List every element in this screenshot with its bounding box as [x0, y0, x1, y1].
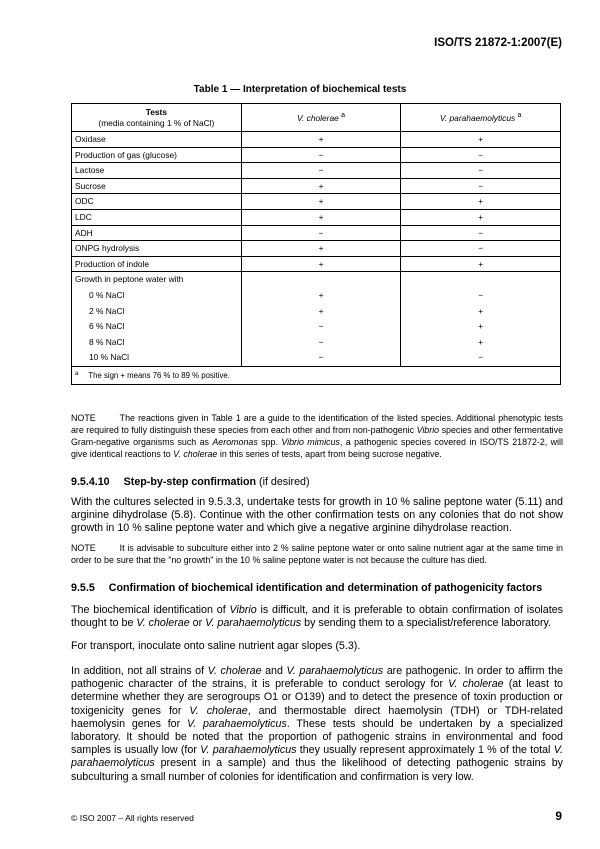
cell-para: − — [401, 147, 561, 163]
row-test: LDC — [72, 209, 242, 225]
header-tests-label: Tests — [145, 107, 168, 117]
cell-cholerae: + — [318, 289, 324, 300]
table-row — [72, 178, 561, 194]
table-row — [72, 194, 561, 210]
table-footnote-row — [72, 366, 561, 384]
row-test: Oxidase — [72, 132, 242, 148]
growth-cholerae — [241, 272, 401, 367]
cell-para: + — [401, 132, 561, 148]
cell-cholerae: − — [318, 321, 324, 332]
cell-para: + — [478, 305, 484, 316]
growth-nacl-10: 10 % NaCl — [89, 352, 130, 363]
cell-cholerae: + — [241, 209, 401, 225]
cell-cholerae: − — [241, 163, 401, 179]
cell-cholerae: + — [318, 305, 324, 316]
cell-para: + — [401, 209, 561, 225]
cell-cholerae: + — [241, 241, 401, 257]
footer-copyright: © ISO 2007 – All rights reserved — [71, 813, 194, 823]
paragraph-pathogenicity: In addition, not all strains of V. cholerae and V. parahaemolyticus are pathogenic. In order to affirm the pathogenic character of the strains, it is preferable to conduct serology for V. cholerae (at least to determine whether they are serogroups O1 or O139) and to detect the presence of toxin production or toxigenicity genes for V. cholerae, and thermostable direct haemolysin (TDH) or TDH-related haemolysin genes for V. parahaemolyticus. These tests should be undertaken by a specialized laboratory. It should be noted that the proportion of pathogenic strains in environmental and food samples is usually low (for V. parahaemolyticus they usually represent approximately 1 % of the total V. parahaemolyticus present in a sample) and thus the likelihood of detecting pathogenic strains by subculturing a small number of colonies for identification and confirmation is very low. — [71, 665, 563, 783]
footnote-text: The sign + means 76 % to 89 % positive. — [88, 370, 230, 380]
table-row — [72, 241, 561, 257]
growth-label: Growth in peptone water with — [75, 274, 184, 285]
cell-cholerae: + — [241, 178, 401, 194]
row-test: Lactose — [72, 163, 242, 179]
paragraph-biochemical-id: The biochemical identification of Vibrio is difficult, and it is preferable to obtain confirmation of isolates thought to be V. cholerae or V. parahaemolyticus by sending them to a specialist/reference laboratory. — [71, 604, 563, 630]
growth-labels — [72, 272, 242, 367]
header-para-footnote-mark: a — [517, 111, 522, 119]
row-test: ONPG hydrolysis — [72, 241, 242, 257]
header-tests-sublabel: (media containing 1 % of NaCl) — [98, 117, 215, 128]
table-row — [72, 163, 561, 179]
row-test: ODC — [72, 194, 242, 210]
cell-para: + — [401, 256, 561, 272]
header-cholerae-label: V. cholerae — [297, 112, 339, 123]
cell-cholerae: + — [241, 132, 401, 148]
row-test: ADH — [72, 225, 242, 241]
table-header-row — [72, 104, 561, 132]
document-id: ISO/TS 21872-1:2007(E) — [434, 37, 562, 49]
cell-cholerae: − — [241, 147, 401, 163]
header-parahaemolyticus — [401, 104, 561, 132]
row-test: Production of indole — [72, 256, 242, 272]
cell-cholerae: − — [318, 336, 324, 347]
biochemical-tests-table — [71, 103, 561, 385]
header-cholerae — [241, 104, 401, 132]
growth-nacl-8: 8 % NaCl — [89, 336, 125, 347]
cell-para: + — [401, 194, 561, 210]
row-test: Sucrose — [72, 178, 242, 194]
cell-para: − — [401, 163, 561, 179]
table-row — [72, 147, 561, 163]
paragraph-step-by-step: With the cultures selected in 9.5.3.3, undertake tests for growth in 10 % saline peptone water (5.11) and arginine dihydrolase (5.8). Continue with the other confirmation tests on any colonies that do not show growth in 10 % saline peptone water and which give a negative arginine dihydrolase reaction. — [71, 496, 563, 535]
cell-cholerae: + — [241, 256, 401, 272]
table-row — [72, 132, 561, 148]
note-subculture: NOTE It is advisable to subculture either into 2 % saline peptone water or onto saline nutrient agar at the same time in order to be sure that the "no growth" in the 10 % saline peptone water is not because the culture has died. — [71, 543, 563, 565]
cell-cholerae: − — [241, 225, 401, 241]
cell-para: − — [401, 241, 561, 257]
table-row — [72, 209, 561, 225]
cell-para: − — [401, 225, 561, 241]
table-row — [72, 225, 561, 241]
cell-para: − — [478, 289, 484, 300]
row-test: Production of gas (glucose) — [72, 147, 242, 163]
cell-para: − — [401, 178, 561, 194]
table-title: Table 1 — Interpretation of biochemical tests — [193, 84, 407, 95]
note-label: NOTE — [71, 413, 96, 423]
note-table-guide: NOTE The reactions given in Table 1 are a guide to the identification of the listed species. Additional phenotypic tests are required to fully distinguish these species from each other and from non-pathogenic Vibrio species and other fermentative Gram-negative organisms such as Aeromonas spp. Vibrio mimicus, a pathogenic species covered in ISO/TS 21872-2, will give identical reactions to V. cholerae in this series of tests, apart from being sucrose negative. — [71, 413, 564, 459]
growth-parahaemolyticus — [401, 272, 561, 367]
note-label: NOTE — [71, 543, 96, 553]
header-tests — [72, 104, 242, 132]
cell-para: + — [478, 321, 484, 332]
page-number: 9 — [555, 809, 562, 823]
footnote-mark: a — [75, 370, 79, 377]
cell-para: + — [478, 336, 484, 347]
section-heading-9-5-5: 9.5.5 Confirmation of biochemical identification and determination of pathogenicity factors — [71, 582, 543, 594]
header-cholerae-footnote-mark: a — [341, 111, 346, 119]
table-footnote — [72, 366, 561, 384]
growth-nacl-6: 6 % NaCl — [89, 321, 125, 332]
growth-nacl-2: 2 % NaCl — [89, 305, 125, 316]
growth-row — [72, 272, 561, 367]
header-para-label: V. parahaemolyticus — [439, 112, 516, 123]
cell-para: − — [478, 352, 484, 363]
cell-cholerae: − — [318, 352, 324, 363]
paragraph-transport: For transport, inoculate onto saline nutrient agar slopes (5.3). — [71, 640, 361, 652]
section-heading-9-5-4-10: 9.5.4.10 Step-by-step confirmation (if desired) — [71, 476, 310, 488]
growth-nacl-0: 0 % NaCl — [89, 289, 125, 300]
table-row — [72, 256, 561, 272]
cell-cholerae: + — [241, 194, 401, 210]
